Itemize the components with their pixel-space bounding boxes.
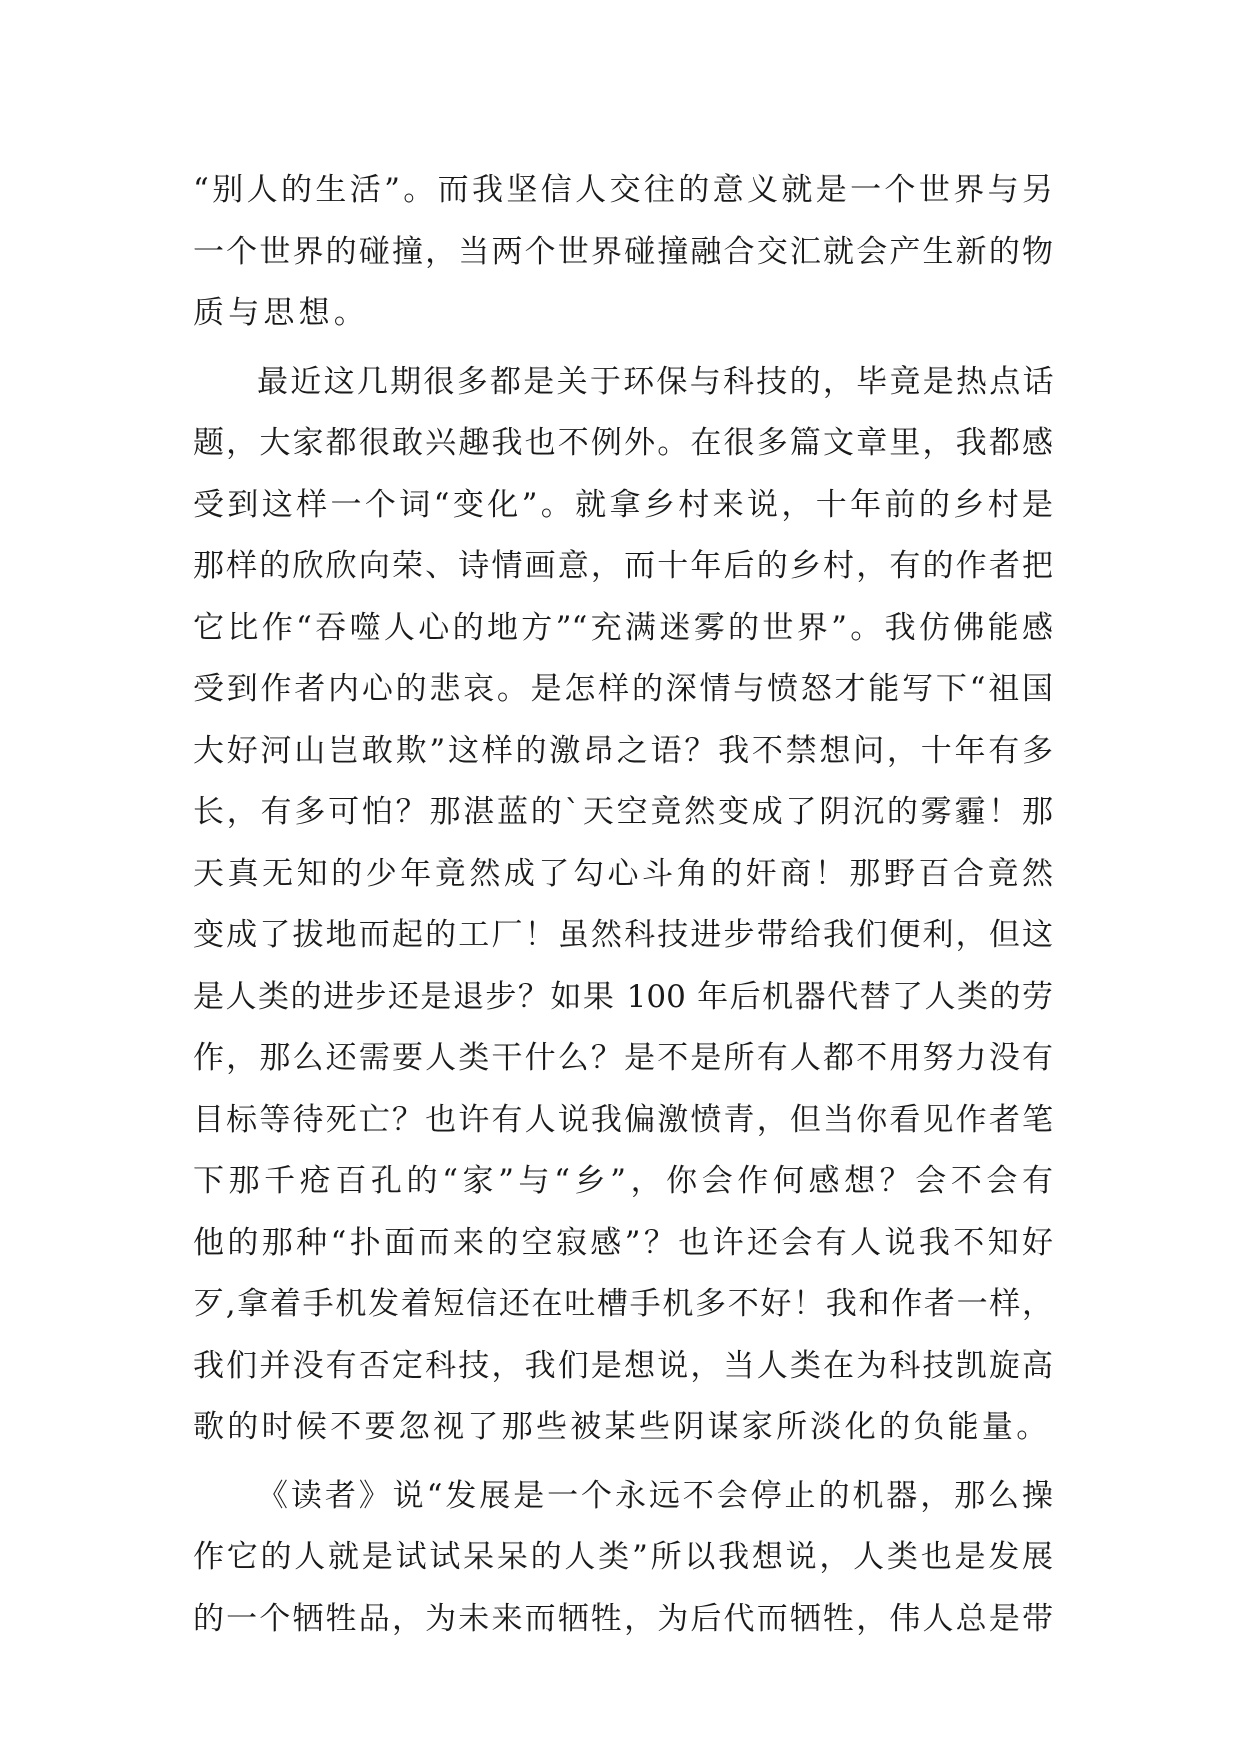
text-line: 它比作“吞噬人心的地方”“充满迷雾的世界”。我仿佛能感: [193, 609, 1053, 646]
text-line: 是人类的进步还是退步？如果 100 年后机器代替了人类的劳: [193, 978, 1053, 1015]
text-line: 的一个牺牲品，为未来而牺牲，为后代而牺牲，伟人总是带: [193, 1600, 1053, 1637]
text-line: 一个世界的碰撞，当两个世界碰撞融合交汇就会产生新的物: [193, 233, 1053, 270]
text-line: 作它的人就是试试呆呆的人类”所以我想说，人类也是发展: [193, 1539, 1053, 1575]
text-line: 受到这样一个词“变化”。就拿乡村来说，十年前的乡村是: [193, 486, 1053, 523]
paragraph-1: [193, 160, 1053, 345]
text-line: 最近这几期很多都是关于环保与科技的，毕竟是热点话: [257, 363, 1053, 400]
text-line: 目标等待死亡？也许有人说我偏激愤青，但当你看见作者笔: [193, 1101, 1053, 1138]
text-line: 那样的欣欣向荣、诗情画意，而十年后的乡村，有的作者把: [193, 548, 1053, 584]
text-line: 歌的时候不要忽视了那些被某些阴谋家所淡化的负能量。: [193, 1409, 1051, 1445]
text-line: 歹,拿着手机发着短信还在吐槽手机多不好！我和作者一样，: [193, 1286, 1053, 1322]
paragraph-3: [193, 1466, 1053, 1651]
text-line: 下那千疮百孔的“家”与“乡”，你会作何感想？会不会有: [193, 1163, 1053, 1199]
text-line: 天真无知的少年竟然成了勾心斗角的奸商！那野百合竟然: [193, 855, 1053, 892]
text-line: 大好河山岂敢欺”这样的激昂之语？我不禁想问，十年有多: [193, 732, 1053, 769]
text-line: 长，有多可怕？那湛蓝的`天空竟然变成了阴沉的雾霾！那: [193, 794, 1053, 830]
text-line: 受到作者内心的悲哀。是怎样的深情与愤怒才能写下“祖国: [193, 671, 1053, 707]
paragraph-2: [193, 352, 1053, 1459]
text-line: 变成了拔地而起的工厂！虽然科技进步带给我们便利，但这: [193, 917, 1053, 953]
paragraph-spacing: [193, 345, 1053, 352]
text-line: 我们并没有否定科技，我们是想说，当人类在为科技凯旋高: [193, 1347, 1053, 1384]
text-line: 《读者》说“发展是一个永远不会停止的机器，那么操: [257, 1477, 1053, 1514]
text-line: 质与思想。: [193, 295, 369, 331]
paragraph-spacing: [193, 1459, 1053, 1466]
text-line: “别人的生活”。而我坚信人交往的意义就是一个世界与另: [193, 172, 1053, 208]
text-line: 题，大家都很敢兴趣我也不例外。在很多篇文章里，我都感: [193, 425, 1053, 461]
text-line: 他的那种“扑面而来的空寂感”？也许还会有人说我不知好: [193, 1224, 1053, 1261]
text-line: 作，那么还需要人类干什么？是不是所有人都不用努力没有: [193, 1040, 1053, 1076]
body-text: [193, 160, 1053, 1650]
